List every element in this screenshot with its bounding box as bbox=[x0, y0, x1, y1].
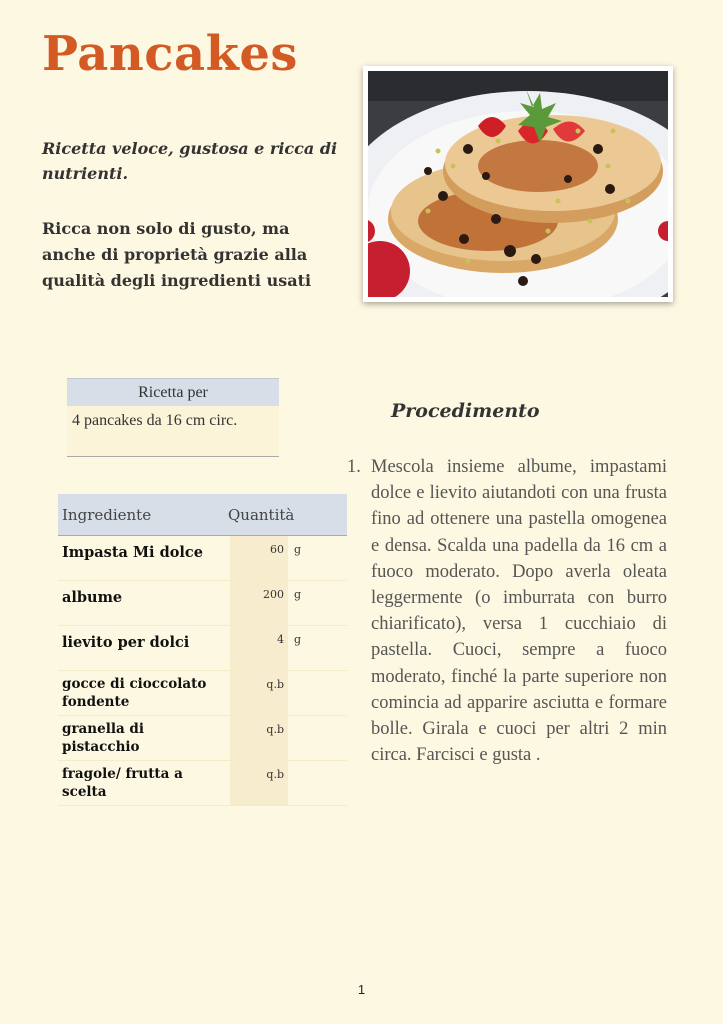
ingredient-unit: g bbox=[294, 543, 302, 556]
ingredient-name: gocce di cioccolato fondente bbox=[62, 676, 207, 710]
ingredient-name: fragole/ frutta a scelta bbox=[62, 766, 183, 800]
ingredient-quantity: 4 bbox=[230, 626, 288, 670]
ingredients-header-row bbox=[58, 494, 347, 536]
table-row bbox=[58, 536, 347, 581]
table-row bbox=[58, 581, 347, 626]
ingredient-quantity: q.b bbox=[230, 761, 288, 805]
ingredient-unit bbox=[288, 671, 344, 715]
ingredients-table bbox=[58, 494, 347, 806]
page-title: Pancakes bbox=[42, 26, 298, 82]
pancake-image bbox=[368, 71, 668, 297]
ingredient-name: granella di pistacchio bbox=[62, 721, 144, 755]
intro-text: Ricca non solo di gusto, ma anche di proprietà grazie alla qualità degli ingredienti usati bbox=[42, 219, 312, 290]
ingredient-unit: g bbox=[294, 588, 302, 601]
ingredient-column-header: Ingrediente bbox=[62, 505, 152, 524]
step-number: 1. bbox=[347, 457, 361, 477]
recipe-yield-header: Ricetta per bbox=[67, 378, 279, 406]
ingredient-quantity: 200 bbox=[230, 581, 288, 625]
ingredient-name: albume bbox=[62, 589, 123, 606]
ingredient-name: lievito per dolci bbox=[62, 634, 190, 651]
quantity-column-header: Quantità bbox=[228, 505, 295, 524]
table-row bbox=[58, 761, 347, 806]
ingredient-quantity: 60 bbox=[230, 536, 288, 580]
table-row bbox=[58, 671, 347, 716]
ingredient-unit bbox=[288, 716, 344, 760]
procedure-step bbox=[347, 454, 667, 768]
table-row bbox=[58, 626, 347, 671]
ingredient-quantity: q.b bbox=[230, 671, 288, 715]
recipe-yield-value: 4 pancakes da 16 cm circ. bbox=[67, 406, 279, 457]
step-text: Mescola insieme albume, impastami dolce e lievito aiutandoti con una frusta fino ad ottenere una pastella omogenea e densa. Scalda una padella da 16 cm a fuoco moderato. Dopo averla oleata leggermente (o imburrata con burro chiarificato), versa 1 cucchiaio di pastella. Cuoci, sempre a fuoco moderato, finché la parte superiore non comincia ad apparire asciutta e formare bolle. Girala e cuoci per altri 2 min circa. Farcisci e gusta . bbox=[371, 457, 667, 766]
ingredient-unit: g bbox=[294, 633, 302, 646]
table-row bbox=[58, 716, 347, 761]
ingredient-quantity: q.b bbox=[230, 716, 288, 760]
recipe-yield-box bbox=[67, 378, 279, 457]
ingredient-unit bbox=[288, 761, 344, 805]
page-number: 1 bbox=[357, 982, 366, 997]
pancake-photo bbox=[363, 66, 673, 302]
subtitle: Ricetta veloce, gustosa e ricca di nutrienti. bbox=[42, 139, 338, 183]
ingredient-name: Impasta Mi dolce bbox=[62, 544, 203, 561]
procedure-title: Procedimento bbox=[391, 400, 540, 422]
